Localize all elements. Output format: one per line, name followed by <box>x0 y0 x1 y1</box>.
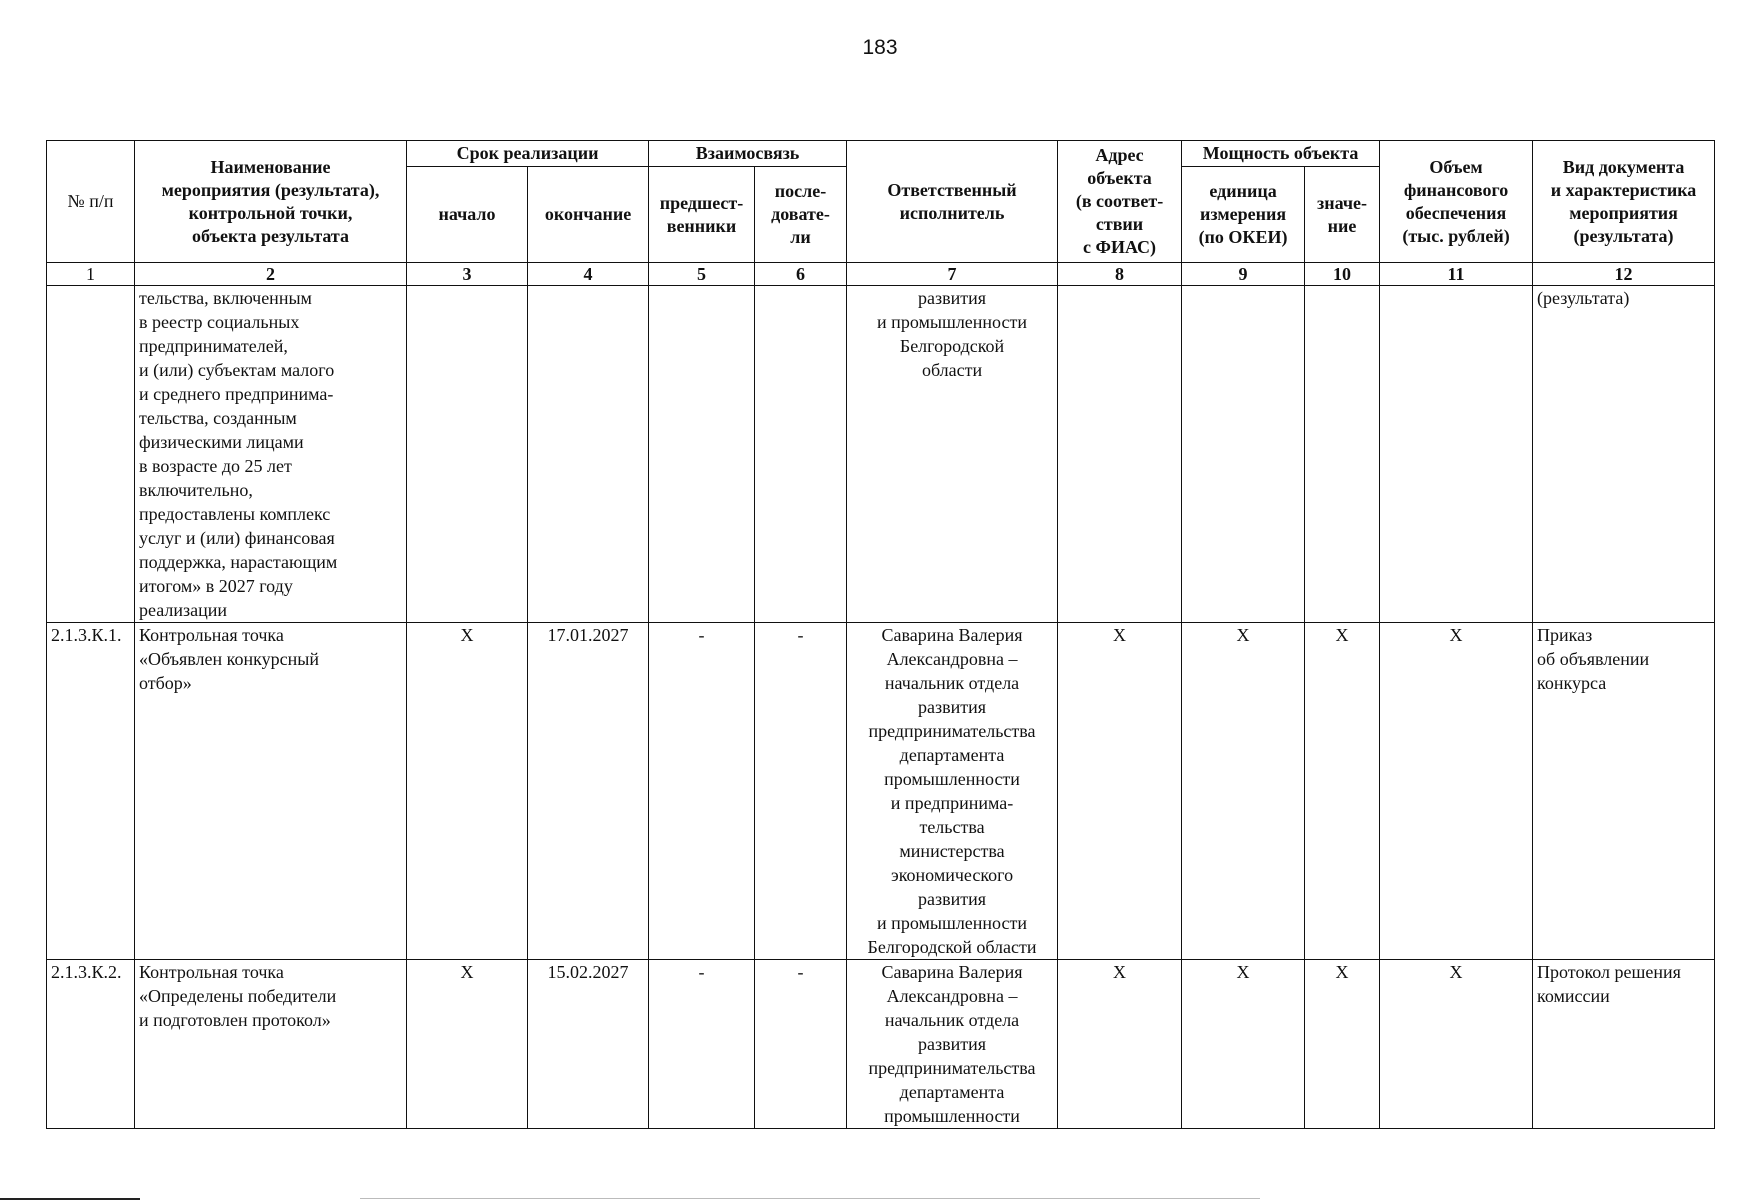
column-number: 7 <box>847 263 1058 286</box>
column-number-row <box>47 263 1715 286</box>
row-start: Х <box>407 960 528 1129</box>
column-number: 3 <box>407 263 528 286</box>
header-predecessors: предшест- венники <box>649 167 755 263</box>
scan-edge-line <box>360 1198 1260 1199</box>
row-end <box>528 286 649 623</box>
row-predecessors: - <box>649 960 755 1129</box>
header-value: значе- ние <box>1305 167 1380 263</box>
row-end: 15.02.2027 <box>528 960 649 1129</box>
header-start: начало <box>407 167 528 263</box>
row-predecessors: - <box>649 623 755 960</box>
header-successors: после- довате- ли <box>755 167 847 263</box>
row-successors <box>755 286 847 623</box>
table-header <box>47 141 1715 286</box>
table-row <box>47 623 1715 960</box>
row-num: 2.1.3.К.2. <box>47 960 135 1129</box>
row-financing: Х <box>1380 623 1533 960</box>
row-document: Протокол решения комиссии <box>1533 960 1715 1129</box>
column-number: 10 <box>1305 263 1380 286</box>
header-name: Наименование мероприятия (результата), контрольной точки, объекта результата <box>135 141 407 263</box>
header-document: Вид документа и характеристика мероприятия (результата) <box>1533 141 1715 263</box>
column-number: 9 <box>1182 263 1305 286</box>
plan-table <box>46 140 1715 1129</box>
page-number: 183 <box>862 36 898 59</box>
row-name: Контрольная точка «Определены победители и подготовлен протокол» <box>135 960 407 1129</box>
row-successors: - <box>755 623 847 960</box>
table-row <box>47 286 1715 623</box>
row-responsible: Саварина Валерия Александровна – начальник отдела развития предпринимательства департамента промышленности и предпринима- тельства министерства экономического развития и промышленности Белгородской области <box>847 623 1058 960</box>
header-unit: единица измерения (по ОКЕИ) <box>1182 167 1305 263</box>
header-responsible: Ответственный исполнитель <box>847 141 1058 263</box>
row-end: 17.01.2027 <box>528 623 649 960</box>
row-num <box>47 286 135 623</box>
row-document: Приказ об объявлении конкурса <box>1533 623 1715 960</box>
row-name: тельства, включенным в реестр социальных предпринимателей, и (или) субъектам малого и среднего предпринима- тельства, созданным физическими лицами в возрасте до 25 лет включительно, предоставлены комплекс услуг и (или) финансовая поддержка, нарастающим итогом» в 2027 году реализации <box>135 286 407 623</box>
column-number: 2 <box>135 263 407 286</box>
row-value: Х <box>1305 960 1380 1129</box>
header-power-group: Мощность объекта <box>1182 141 1380 167</box>
row-responsible: Саварина Валерия Александровна – начальник отдела развития предпринимательства департамента промышленности <box>847 960 1058 1129</box>
row-start <box>407 286 528 623</box>
row-unit: Х <box>1182 623 1305 960</box>
column-number: 6 <box>755 263 847 286</box>
row-predecessors <box>649 286 755 623</box>
row-name: Контрольная точка «Объявлен конкурсный отбор» <box>135 623 407 960</box>
header-end: окончание <box>528 167 649 263</box>
header-link-group: Взаимосвязь <box>649 141 847 167</box>
column-number: 1 <box>47 263 135 286</box>
row-unit: Х <box>1182 960 1305 1129</box>
row-document: (результата) <box>1533 286 1715 623</box>
row-address: Х <box>1058 960 1182 1129</box>
header-address: Адрес объекта (в соответ- ствии с ФИАС) <box>1058 141 1182 263</box>
column-number: 8 <box>1058 263 1182 286</box>
row-num: 2.1.3.К.1. <box>47 623 135 960</box>
row-value: Х <box>1305 623 1380 960</box>
header-period-group: Срок реализации <box>407 141 649 167</box>
row-value <box>1305 286 1380 623</box>
row-unit <box>1182 286 1305 623</box>
row-start: Х <box>407 623 528 960</box>
row-address: Х <box>1058 623 1182 960</box>
table-row <box>47 960 1715 1129</box>
row-successors: - <box>755 960 847 1129</box>
header-num: № п/п <box>47 141 135 263</box>
row-responsible: развития и промышленности Белгородской области <box>847 286 1058 623</box>
row-address <box>1058 286 1182 623</box>
column-number: 5 <box>649 263 755 286</box>
column-number: 12 <box>1533 263 1715 286</box>
column-number: 4 <box>528 263 649 286</box>
row-financing <box>1380 286 1533 623</box>
row-financing: Х <box>1380 960 1533 1129</box>
header-financing: Объем финансового обеспечения (тыс. рублей) <box>1380 141 1533 263</box>
column-number: 11 <box>1380 263 1533 286</box>
